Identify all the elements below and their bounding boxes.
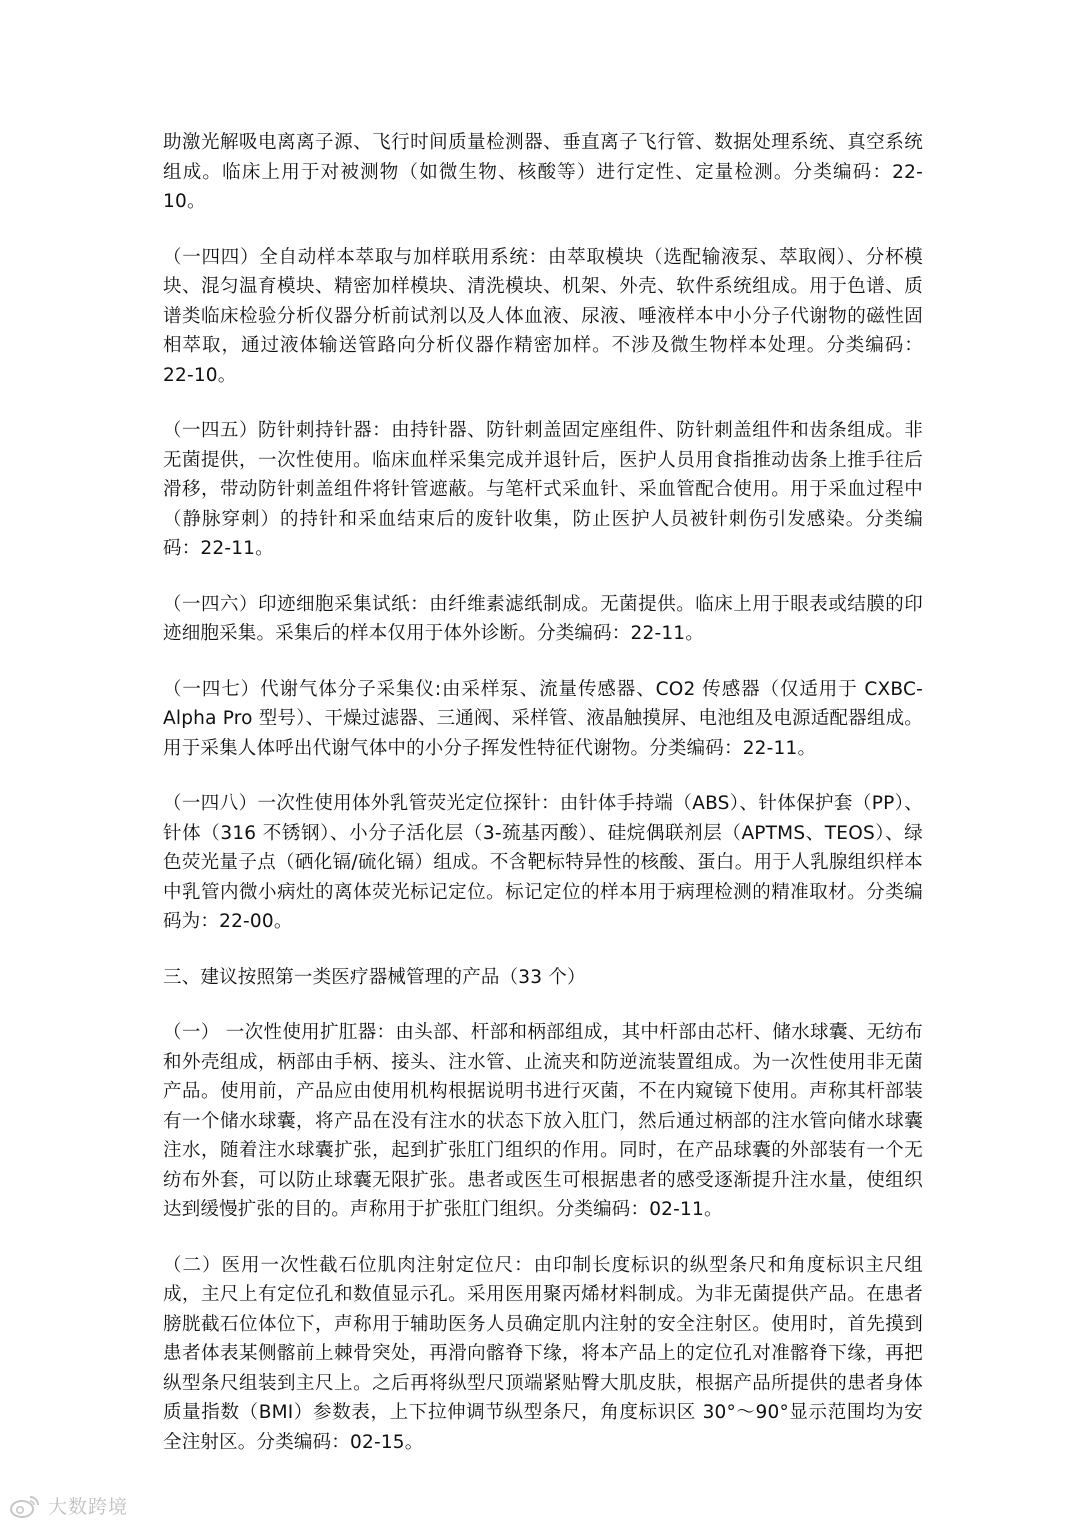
paragraph-item-148: （一四八）一次性使用体外乳管荧光定位探针：由针体手持端（ABS）、针体保护套（PP）、针体（316 不锈钢）、小分子活化层（3-巯基丙酸）、硅烷偶联剂层（APTMS、TEOS）、绿色荧光量子点（硒化镉/硫化镉）组成。不含靶标特异性的核酸、蛋白。用于人乳腺组织样本中乳管内微小病灶的离体荧光标记定位。标记定位的样本用于病理检测的精准取材。分类编码为：22-00。	[163, 793, 923, 932]
paragraph-mass-spec-continuation: 助激光解吸电离离子源、飞行时间质量检测器、垂直离子飞行管、数据处理系统、真空系统组成。临床上用于对被测物（如微生物、核酸等）进行定性、定量检测。分类编码：22-10。	[163, 132, 923, 212]
paragraph-item-147: （一四七）代谢气体分子采集仪:由采样泵、流量传感器、CO2 传感器（仅适用于 CXBC-Alpha Pro 型号）、干燥过滤器、三通阀、采样管、液晶触摸屏、电池组及电源适配器组成。用于采集人体呼出代谢气体中的小分子挥发性特征代谢物。分类编码：22-11。	[163, 678, 923, 759]
paragraph-class-one-item-1: （一） 一次性使用扩肛器：由头部、杆部和柄部组成，其中杆部由芯杆、储水球囊、无纺布和外壳组成，柄部由手柄、接头、注水管、止流夹和防逆流装置组成。为一次性使用非无菌产品。使用前，产品应由使用机构根据说明书进行灭菌，不在内窥镜下使用。声称其杆部装有一个储水球囊，将产品在没有注水的状态下放入肛门，然后通过柄部的注水管向储水球囊注水，随着注水球囊扩张，起到扩张肛门组织的作用。同时，在产品球囊的外部装有一个无纺布外套，可以防止球囊无限扩张。患者或医生可根据患者的感受逐渐提升注水量，使组织达到缓慢扩张的目的。声称用于扩张肛门组织。分类编码：02-11。	[163, 1022, 923, 1220]
document-body	[163, 128, 923, 1483]
watermark	[8, 1492, 128, 1519]
paragraph-class-one-item-2: （二）医用一次性截石位肌肉注射定位尺：由印制长度标识的纵型条尺和角度标识主尺组成，主尺上有定位孔和数值显示孔。采用医用聚丙烯材料制成。为非无菌提供产品。在患者膀胱截石位体位下，声称用于辅助医务人员确定肌内注射的安全注射区。使用时，首先摸到患者体表某侧髂前上棘骨突处，再滑向髂脊下缘，将本产品上的定位孔对准髂脊下缘，再把纵型条尺组装到主尺上。之后再将纵型尺顶端紧贴臀大肌皮肤，根据产品所提供的患者身体质量指数（BMI）参数表，上下拉伸调节纵型条尺，角度标识区 30°～90°显示范围均为安全注射区。分类编码：02-15。	[163, 1254, 923, 1453]
paragraph-item-146: （一四六）印迹细胞采集试纸：由纤维素滤纸制成。无菌提供。临床上用于眼表或结膜的印迹细胞采集。采集后的样本仅用于体外诊断。分类编码：22-11。	[163, 593, 923, 644]
weibo-logo-icon	[8, 1493, 42, 1519]
watermark-text: 大数跨境	[48, 1496, 129, 1518]
paragraph-item-144: （一四四）全自动样本萃取与加样联用系统：由萃取模块（选配输液泵、萃取阀）、分杯模块、混匀温育模块、精密加样模块、清洗模块、机架、外壳、软件系统组成。用于色谱、质谱类临床检验分析仪器分析前试剂以及人体血液、尿液、唾液样本中小分子代谢物的磁性固相萃取，通过液体输送管路向分析仪器作精密加样。不涉及微生物样本处理。分类编码：22-10。	[163, 246, 923, 386]
section-heading-class-one: 三、建议按照第一类医疗器械管理的产品（33 个）	[163, 966, 586, 988]
paragraph-item-145: （一四五）防针刺持针器：由持针器、防针刺盖固定座组件、防针刺盖组件和齿条组成。非无菌提供，一次性使用。临床血样采集完成并退针后，医护人员用食指推动齿条上推手往后滑移，带动防针刺盖组件将针管遮蔽。与笔杆式采血针、采血管配合使用。用于采血过程中（静脉穿刺）的持针和采血结束后的废针收集，防止医护人员被针刺伤引发感染。分类编码：22-11。	[163, 420, 923, 559]
